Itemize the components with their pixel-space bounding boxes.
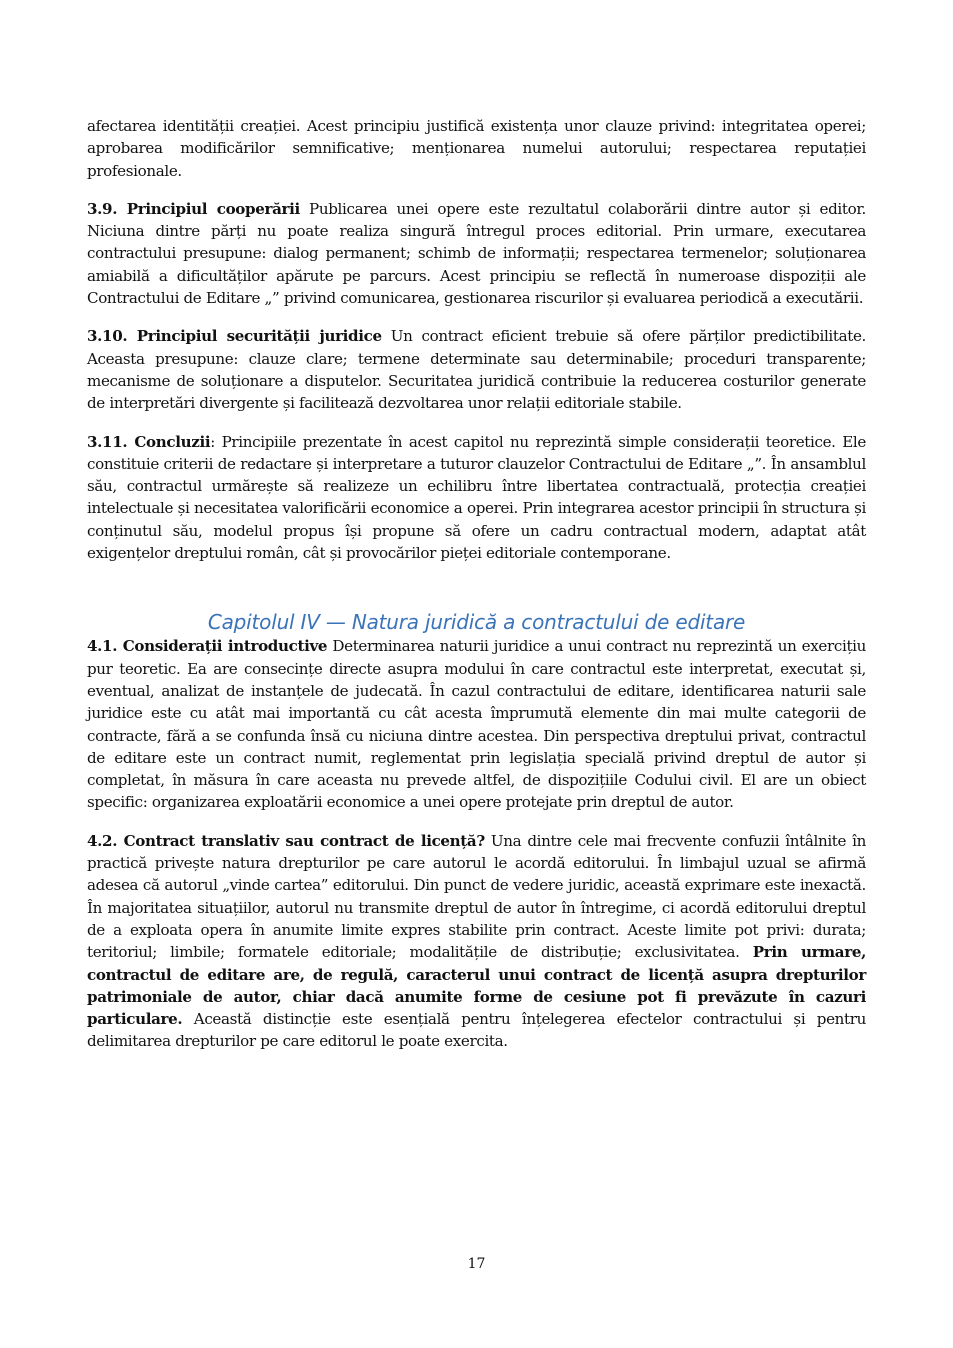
section-heading: 3.11. Concluzii — [87, 432, 211, 451]
section-text-end: Această distincție este esențială pentru înțelegerea efectelor contractului și pentru delimitarea drepturilor pe care editorul le poate exercita. — [87, 1010, 866, 1051]
section-heading: 3.9. Principiul cooperării — [87, 199, 300, 218]
heading-separator: : — [210, 432, 222, 451]
document-body — [87, 115, 866, 1069]
section-text: Una dintre cele mai frecvente confuzii întâlnite în practică privește natura drepturilor pe care autorul le acordă editorului. În limbajul uzual se afirmă adesea că autorul „vinde cartea” editorului. Din punct de vedere juridic, această exprimare este inexactă. În majoritatea situațiilor, autorul nu transmite dreptul de autor în întregime, ci acordă editorului dreptul de a exploata opera în anumite limite expres stabilite prin contract. Aceste limite pot privi: durata; teritoriul; limbile; formatele editoriale; modalitățile de distribuție; exclusivitatea. — [87, 831, 866, 962]
page-number: 17 — [467, 1256, 486, 1272]
section-heading: 3.10. Principiul securității juridice — [87, 327, 382, 346]
section-3-11 — [87, 431, 866, 565]
paragraph-text: afectarea identității creației. Acest principiu justifică existența unor clauze privind: integritatea operei; aprobarea modificărilor semnificative; menționarea numelui autorului; respectarea reputației profesionale. — [87, 117, 866, 180]
paragraph-continuation — [87, 115, 866, 182]
section-3-9 — [87, 198, 866, 309]
chapter-title: Capitolul IV — Natura juridică a contractului de editare — [207, 610, 746, 635]
section-text: Determinarea naturii juridice a unui contract nu reprezintă un exercițiu pur teoretic. Ea are consecințe directe asupra modului în care contractul este interpretat, executat și, eventual, analizat de instanțele de judecată. În cazul contractului de editare, identificarea naturii sale juridice este cu atât mai importantă cu cât acesta împrumută elemente din mai multe categorii de contracte, fără a se confunda însă cu niciuna dintre acestea. Din perspectiva dreptului privat, contractul de editare este un contract numit, reglementat prin legislația specială privind dreptul de autor și completat, în măsura în care aceasta nu prevede altfel, de dispozițiile Codului civil. El are un obiect specific: organizarea exploatării economice a unei opere protejate prin dreptul de autor. — [87, 637, 867, 812]
heading-separator — [300, 200, 309, 218]
section-3-10 — [87, 325, 866, 414]
section-text: Publicarea unei opere este rezultatul colaborării dintre autor și editor. Niciuna dintre părți nu poate realiza singură întregul proces editorial. Prin urmare, executarea contractului presupune: dialog permanent; schimb de informații; respectarea termenelor; soluționarea amiabilă a dificultăților apărute pe parcurs. Acest principiu se reflectă în numeroase dispoziții ale Contractului de Editare „” privind comunicarea, gestionarea riscurilor și evaluarea periodică a executării. — [87, 199, 866, 308]
section-heading: 4.2. Contract translativ sau contract de licență? — [87, 831, 485, 850]
section-4-1 — [87, 635, 866, 813]
heading-separator — [382, 327, 391, 345]
section-text: Principiile prezentate în acest capitol nu reprezintă simple considerații teoretice. Ele constituie criterii de redactare și interpretare a tuturor clauzelor Contractului de Editare „”. În ansamblul său, contractul urmărește să realizeze un echilibru între libertatea contractuală, protecția creației intelectuale și necesitatea valorificării economice a operei. Prin integrarea acestor principii în structura și conținutul său, modelul propus își propune să ofere un cadru contractual modern, adaptat atât exigențelor dreptului român, cât și provocărilor pieței editoriale contemporane. — [87, 432, 866, 563]
section-heading: 4.1. Considerații introductive — [87, 637, 328, 656]
section-text: Un contract eficient trebuie să ofere părților predictibilitate. Aceasta presupune: clauze clare; termene determinate sau determinabile; proceduri transparente; mecanisme de soluționare a disputelor. Securitatea juridică contribuie la reducerea costurilor generate de interpretări divergente și facilitează dezvoltarea unor relații editoriale stabile. — [87, 327, 867, 413]
section-4-2 — [87, 830, 866, 1053]
section-emphasis: Prin urmare, contractul de editare are, de regulă, caracterul unui contract de licență asupra drepturilor patrimoniale de autor, chiar dacă anumite forme de cesiune pot fi prevăzute în cazuri particulare. — [87, 943, 866, 1029]
